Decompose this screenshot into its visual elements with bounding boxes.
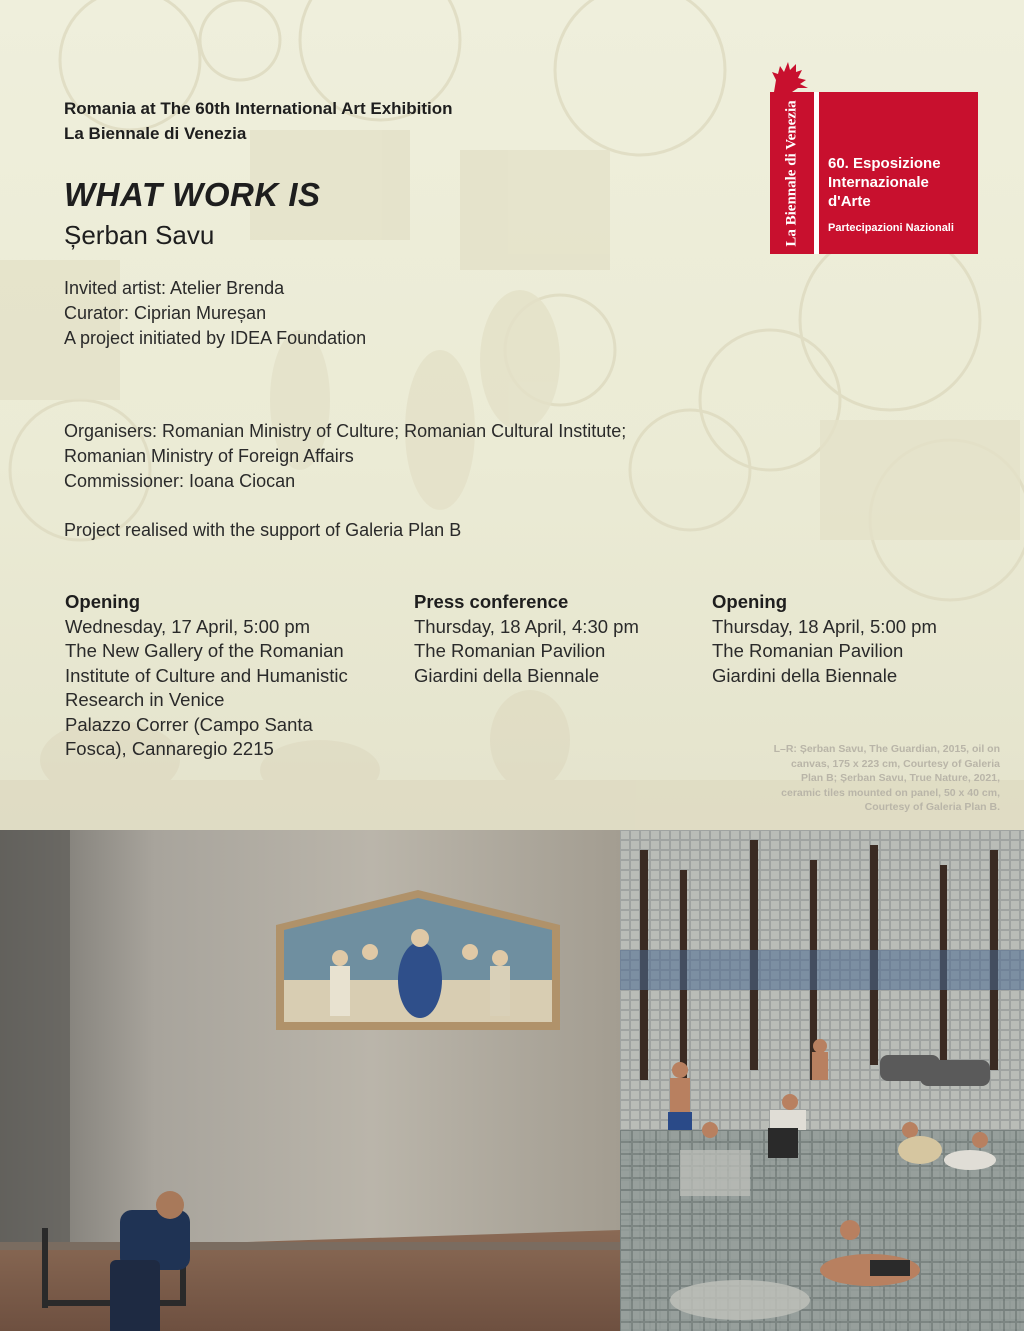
event-line: The Romanian Pavilion xyxy=(414,640,606,661)
credits-block xyxy=(64,276,366,351)
image-caption: L–R: Șerban Savu, The Guardian, 2015, oil on canvas, 175 x 223 cm, Courtesy of Galeria Plan B; Șerban Savu, True Nature, 2021, ceramic tiles mounted on panel, 50 x 40 cm, Courtesy of Galeria Plan B. xyxy=(773,743,1000,813)
header-line-2: La Biennale di Venezia xyxy=(64,124,247,143)
event-line: The Romanian Pavilion xyxy=(712,640,904,661)
event-line: Wednesday, 17 April, 5:00 pm xyxy=(65,615,311,637)
event-line: Giardini della Biennale xyxy=(414,664,600,686)
winged-lion-icon xyxy=(770,58,814,94)
exhibition-title: WHAT WORK IS xyxy=(64,176,321,213)
exhibition-header xyxy=(64,96,453,146)
logo-line-4: Partecipazioni Nazionali xyxy=(828,222,954,234)
event-heading: Press conference xyxy=(414,591,569,612)
credit-line: A project initiated by IDEA Foundation xyxy=(64,328,367,348)
event-line: Thursday, 18 April, 4:30 pm xyxy=(414,615,639,637)
credit-line: Invited artist: Atelier Brenda xyxy=(64,278,285,298)
artist-name: Șerban Savu xyxy=(64,220,215,250)
logo-vertical-label: La Biennale di Venezia xyxy=(783,99,800,247)
event-line: Giardini della Biennale xyxy=(712,664,898,686)
painting-guardian-image xyxy=(0,830,620,1331)
logo-vertical-text xyxy=(772,92,812,254)
biennale-logo xyxy=(770,58,978,254)
organisers-line: Romanian Ministry of Foreign Affairs xyxy=(64,446,354,466)
painting-the-guardian xyxy=(0,830,620,1331)
event-line: Institute of Culture and Humanistic xyxy=(65,664,348,686)
painting-true-nature xyxy=(620,830,1024,1331)
event-opening-2 xyxy=(712,590,937,688)
event-heading: Opening xyxy=(712,591,788,612)
event-line: Research in Venice xyxy=(65,689,225,710)
organisers-block xyxy=(64,419,626,494)
credit-line: Curator: Ciprian Mureșan xyxy=(64,303,267,323)
painting-true-nature-image xyxy=(620,830,1024,1331)
event-line: Palazzo Correr (Campo Santa xyxy=(65,713,313,735)
event-line: The New Gallery of the Romanian xyxy=(65,640,344,661)
support-line xyxy=(64,518,461,543)
header-line-1: Romania at The 60th International Art Exhibition xyxy=(64,99,453,118)
organisers-line: Organisers: Romanian Ministry of Culture; Romanian Cultural Institute; xyxy=(64,421,627,441)
event-opening-1 xyxy=(65,590,348,762)
logo-text xyxy=(828,154,954,234)
event-press-conference xyxy=(414,590,639,688)
logo-line-3: d'Arte xyxy=(828,193,871,210)
event-line: Fosca), Cannaregio 2215 xyxy=(65,738,274,759)
support-text: Project realised with the support of Galeria Plan B xyxy=(64,520,462,540)
logo-line-2: Internazionale xyxy=(828,174,929,191)
event-heading: Opening xyxy=(65,591,141,612)
event-line: Thursday, 18 April, 5:00 pm xyxy=(712,615,937,637)
logo-line-1: 60. Esposizione xyxy=(828,155,941,172)
organisers-line: Commissioner: Ioana Ciocan xyxy=(64,471,296,491)
logo-divider xyxy=(814,92,819,254)
